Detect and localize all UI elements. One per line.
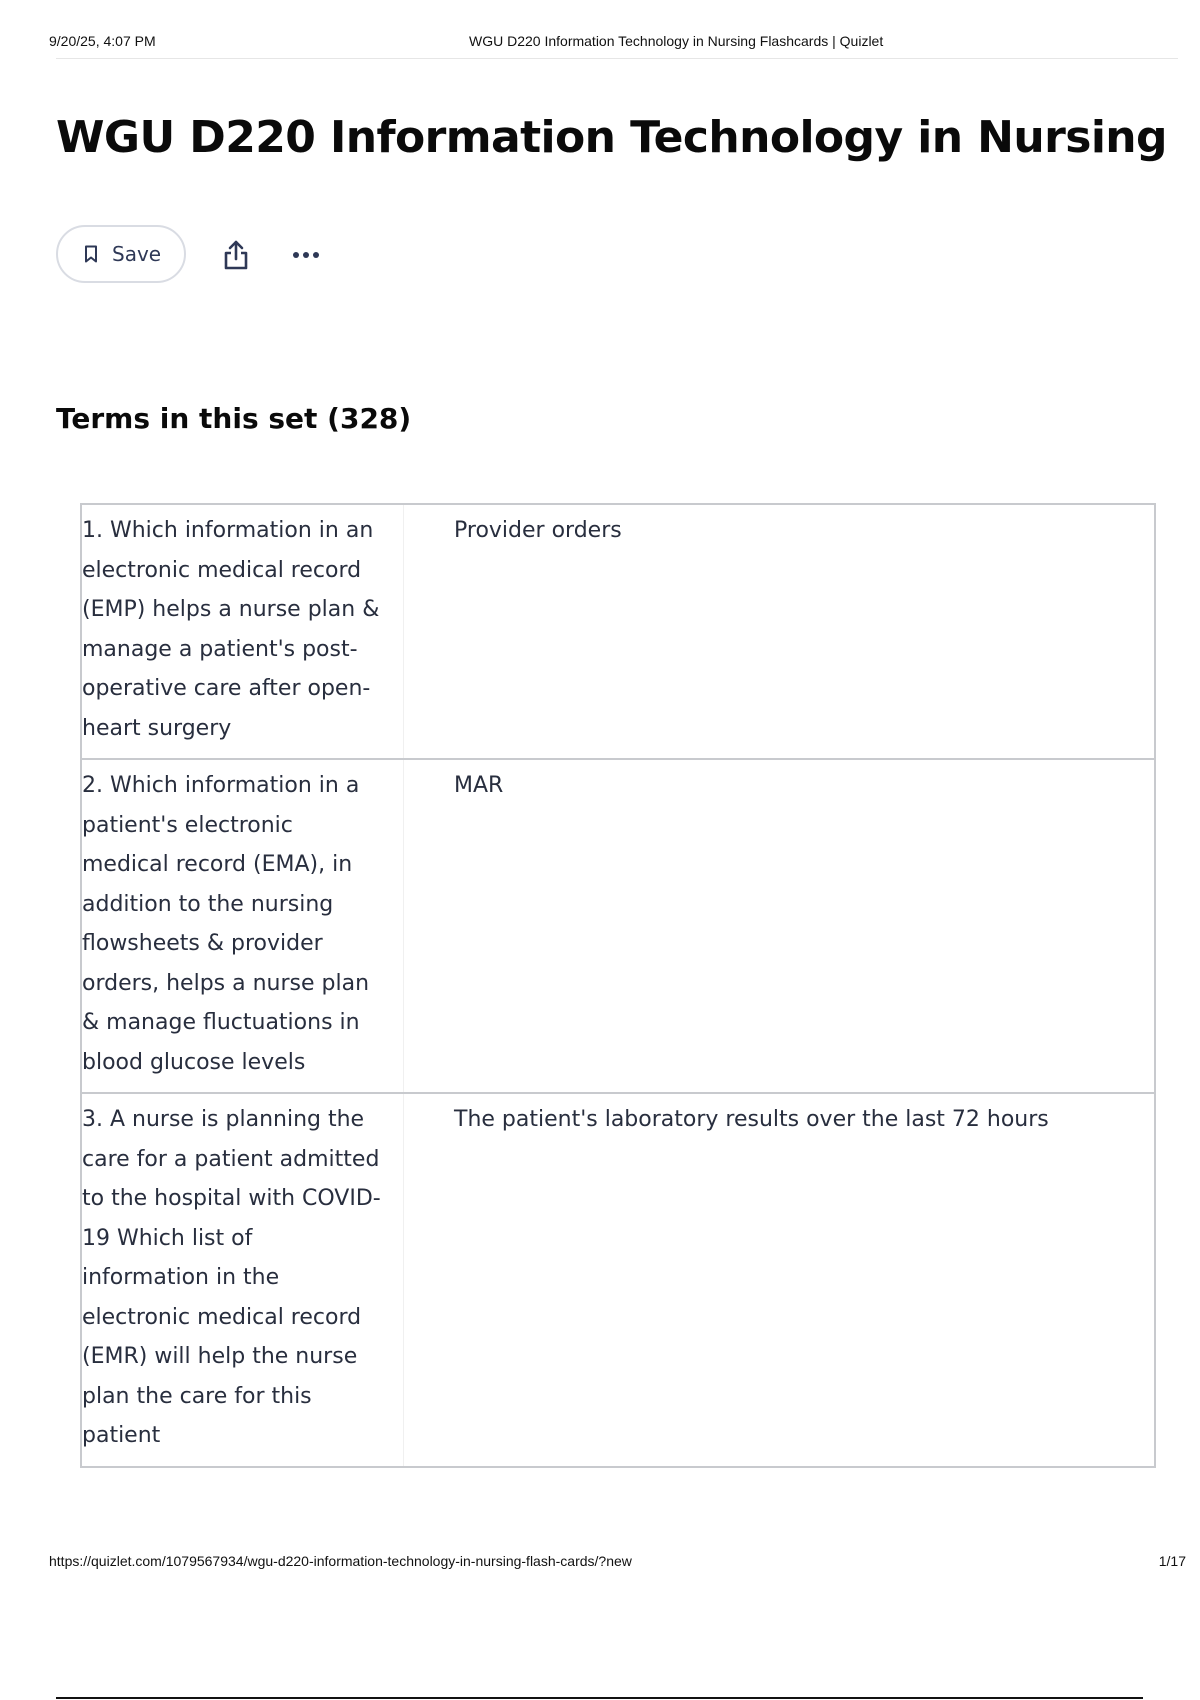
term-row <box>82 1094 1154 1466</box>
term-text: 1. Which information in an electronic medical record (EMP) helps a nurse plan & manage a patient's post-operative care after open-heart surgery <box>82 505 404 758</box>
more-options-button[interactable] <box>282 235 330 275</box>
share-icon <box>216 262 256 279</box>
bottom-divider <box>56 1697 1143 1699</box>
term-text: 3. A nurse is planning the care for a patient admitted to the hospital with COVID-19 Which list of information in the electronic medical record (EMR) will help the nurse plan the care for this patient <box>82 1094 404 1466</box>
terms-heading: Terms in this set (328) <box>56 402 412 435</box>
save-button[interactable] <box>56 225 186 283</box>
print-url: https://quizlet.com/1079567934/wgu-d220-information-technology-in-nursing-flash-cards/?new <box>49 1553 632 1569</box>
term-text: 2. Which information in a patient's electronic medical record (EMA), in addition to the nursing flowsheets & provider orders, helps a nurse plan & manage fluctuations in blood glucose levels <box>82 760 404 1092</box>
definition-text: Provider orders <box>454 518 622 543</box>
term-row <box>82 760 1154 1094</box>
print-date: 9/20/25, 4:07 PM <box>49 33 156 49</box>
term-row <box>82 505 1154 760</box>
bookmark-icon <box>84 245 98 263</box>
terms-table <box>80 503 1156 1468</box>
more-horizontal-icon <box>282 262 330 279</box>
print-header <box>49 33 1186 53</box>
page-number: 1/17 <box>1158 1553 1186 1569</box>
print-document-title: WGU D220 Information Technology in Nursing Flashcards | Quizlet <box>469 33 884 49</box>
definition-text: MAR <box>454 773 504 798</box>
page-title: WGU D220 Information Technology in Nursing <box>56 112 1167 163</box>
header-divider <box>56 58 1178 59</box>
print-footer <box>49 1553 1186 1573</box>
definition-text: The patient's laboratory results over the last 72 hours <box>454 1107 1049 1132</box>
save-button-label: Save <box>112 242 162 266</box>
share-button[interactable] <box>216 235 256 275</box>
